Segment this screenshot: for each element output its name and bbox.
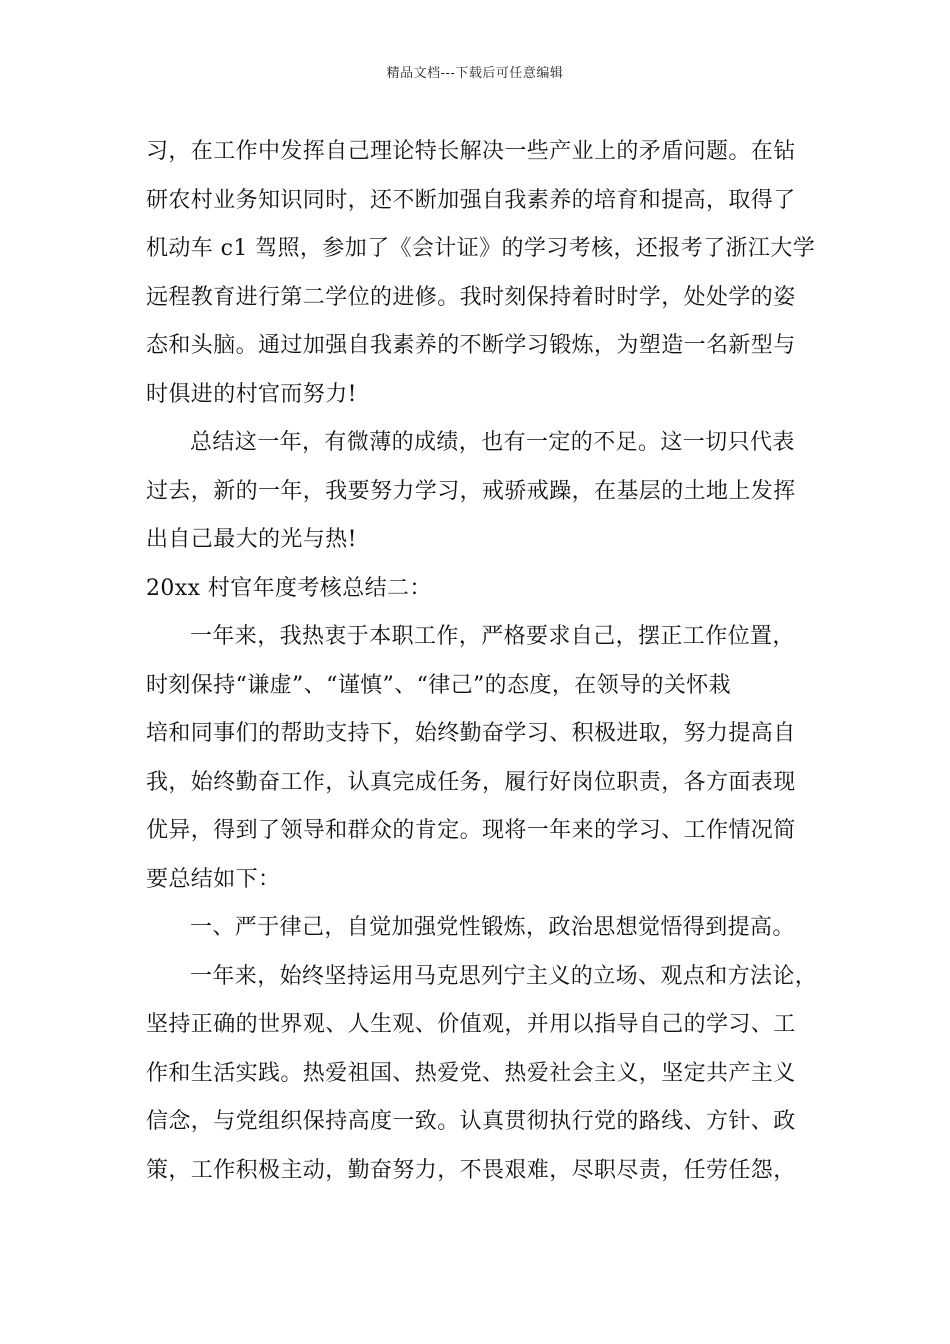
- text-line: 过去，新的一年，我要努力学习，戒骄戒躁，在基层的土地上发挥: [146, 478, 796, 504]
- text-line: 研农村业务知识同时，还不断加强自我素养的培育和提高，取得了: [146, 187, 796, 213]
- text-line: 时刻保持“谦虚”、“谨慎”、“律己”的态度，在领导的关怀栽: [146, 672, 732, 698]
- text-line: 我，始终勤奋工作，认真完成任务，履行好岗位职责，各方面表现: [146, 769, 796, 795]
- text-line: 作和生活实践。热爱祖国、热爱党、热爱社会主义，坚定共产主义: [146, 1060, 796, 1086]
- document-body: [146, 128, 836, 1195]
- text-line: 出自己最大的光与热!: [146, 527, 357, 552]
- text-line: 态和头脑。通过加强自我素养的不断学习锻炼，为塑造一名新型与: [146, 333, 796, 358]
- text-line: 时俱进的村官而努力!: [146, 381, 357, 407]
- page-header: 精品文档---下载后可任意编辑: [386, 66, 564, 81]
- section-heading: 20xx 村官年度考核总结二：: [146, 575, 432, 601]
- text-line: 远程教育进行第二学位的进修。我时刻保持着时时学，处处学的姿: [146, 284, 796, 310]
- text-line: 一、严于律己，自觉加强党性锻炼，政治思想觉悟得到提高。: [190, 915, 795, 940]
- text-line: 总结这一年，有微薄的成绩，也有一定的不足。这一切只代表: [190, 430, 795, 455]
- text-line: 一年来，始终坚持运用马克思列宁主义的立场、观点和方法论，: [190, 963, 818, 989]
- text-line: 策，工作积极主动，勤奋努力，不畏艰难，尽职尽责，任劳任怨，: [146, 1157, 796, 1183]
- text-line: 要总结如下：: [146, 866, 281, 892]
- text-line: 一年来，我热衷于本职工作，严格要求自己，摆正工作位置，: [190, 624, 795, 649]
- text-line: 机动车 c1 驾照，参加了《会计证》的学习考核，还报考了浙江大学: [146, 236, 816, 261]
- text-line: 培和同事们的帮助支持下，始终勤奋学习、积极进取，努力提高自: [146, 721, 796, 746]
- text-line: 优异，得到了领导和群众的肯定。现将一年来的学习、工作情况简: [146, 818, 796, 843]
- text-line: 信念，与党组织保持高度一致。认真贯彻执行党的路线、方针、政: [146, 1109, 796, 1134]
- text-line: 习，在工作中发挥自己理论特长解决一些产业上的矛盾问题。在钻: [146, 139, 796, 164]
- text-line: 坚持正确的世界观、人生观、价值观，并用以指导自己的学习、工: [146, 1012, 796, 1037]
